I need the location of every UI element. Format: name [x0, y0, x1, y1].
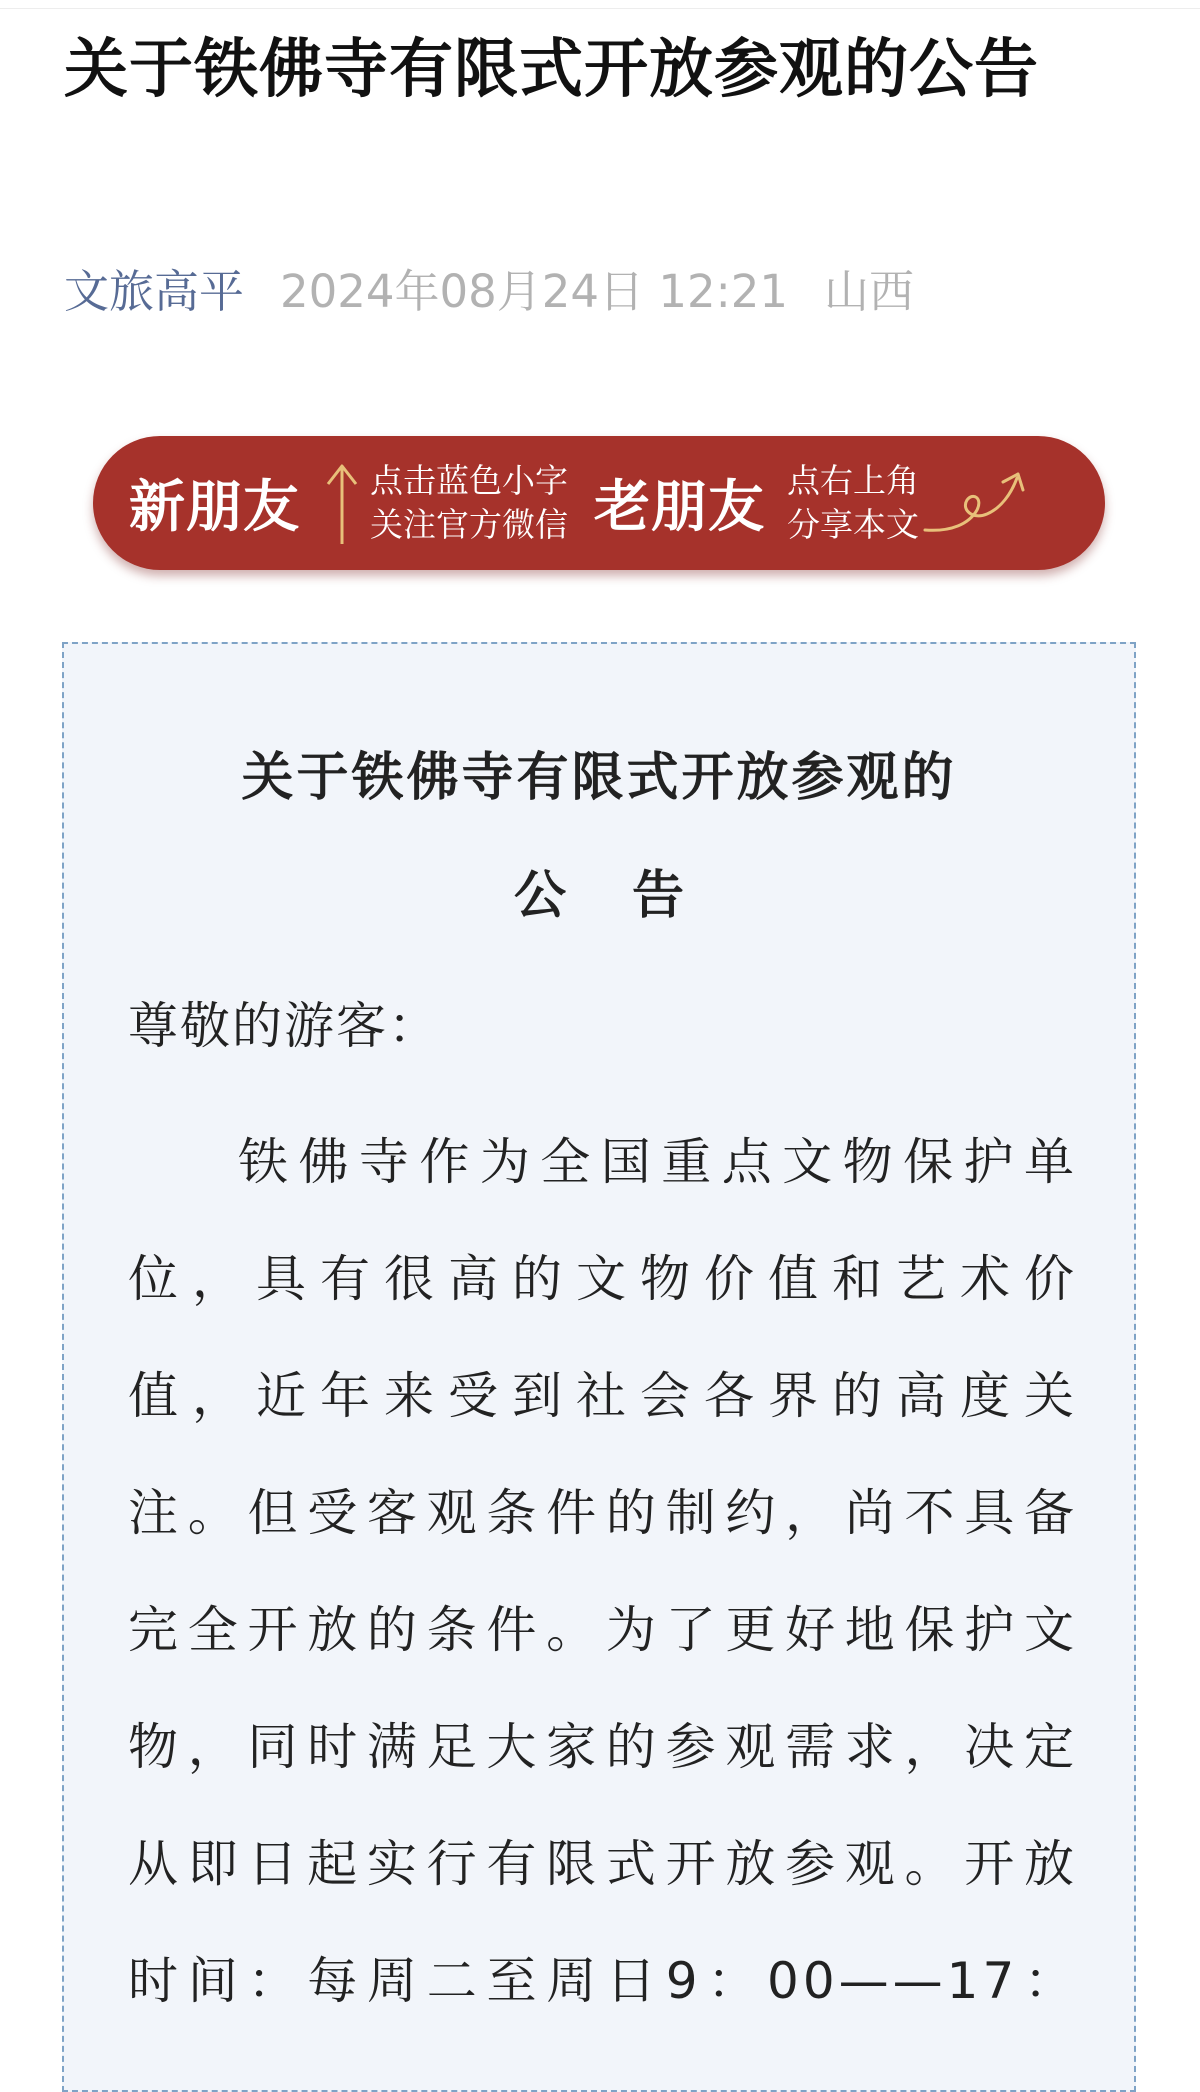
notice-subtitle: 公 告 — [513, 866, 709, 926]
body-line: 完全开放的条件。为了更好地保护文 — [128, 1601, 1078, 1659]
new-friend-hint-line1: 点击蓝色小字 — [370, 461, 568, 500]
notice-salutation: 尊敬的游客： — [128, 997, 440, 1055]
old-friend-label: 老朋友 — [594, 475, 765, 540]
body-line: 物，同时满足大家的参观需求，决定 — [128, 1718, 1078, 1776]
body-line: 值，近年来受到社会各界的高度关 — [128, 1367, 1078, 1425]
notice-card — [62, 642, 1136, 2092]
publish-date: 2024年08月24日 12:21 — [280, 264, 789, 318]
body-line: 时间：每周二至周日9：00——17： — [128, 1952, 1078, 2010]
body-line: 位，具有很高的文物价值和艺术价 — [128, 1250, 1078, 1308]
old-friend-hint — [787, 459, 919, 547]
top-divider — [0, 8, 1200, 9]
notice-body — [128, 1104, 1078, 2040]
body-line: 注。但受客观条件的制约，尚不具备 — [128, 1484, 1078, 1542]
arrow-up-icon — [322, 458, 362, 548]
body-line: 从即日起实行有限式开放参观。开放 — [128, 1835, 1078, 1893]
old-friend-hint-line1: 点右上角 — [787, 461, 919, 500]
new-friend-label: 新朋友 — [129, 475, 300, 540]
publish-region: 山西 — [824, 264, 915, 318]
notice-title: 关于铁佛寺有限式开放参观的 — [241, 748, 957, 808]
old-friend-hint-line2: 分享本文 — [787, 505, 919, 544]
swirl-arrow-icon — [921, 458, 1031, 548]
follow-banner — [93, 436, 1105, 570]
body-line: 铁佛寺作为全国重点文物保护单 — [238, 1133, 1078, 1191]
author-link[interactable]: 文旅高平 — [64, 264, 245, 318]
new-friend-hint — [370, 459, 568, 547]
article-meta — [64, 252, 914, 322]
article-title: 关于铁佛寺有限式开放参观的公告 — [64, 33, 1039, 107]
new-friend-hint-line2: 关注官方微信 — [370, 505, 568, 544]
